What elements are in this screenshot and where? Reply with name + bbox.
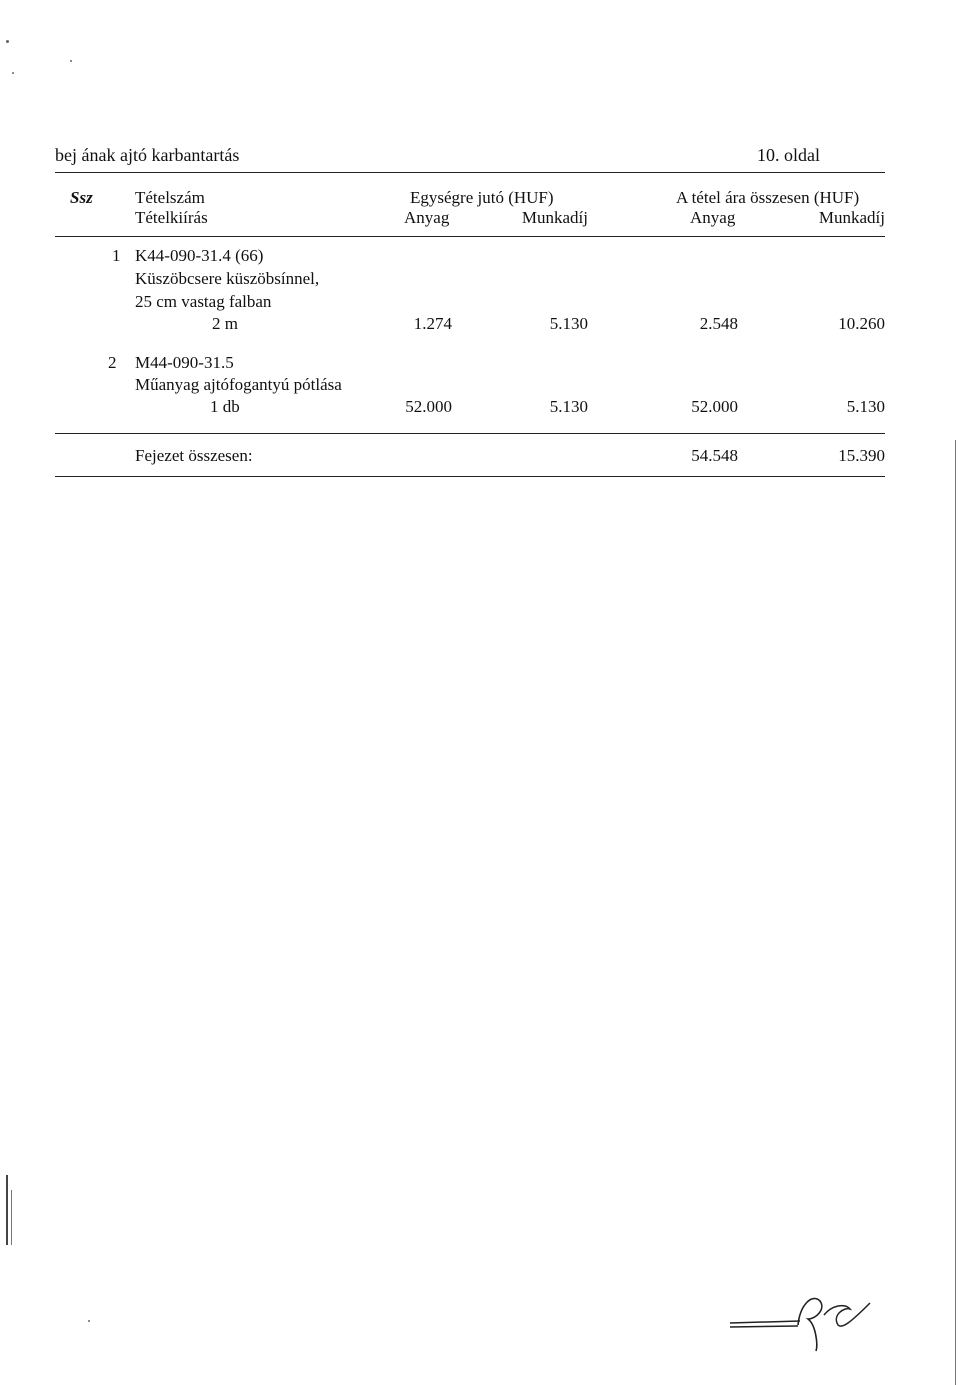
scan-speck <box>88 1320 90 1322</box>
col-total-munkadij: Munkadíj <box>818 208 885 227</box>
scan-speck <box>70 60 72 62</box>
item-description: Küszöbcsere küszöbsínnel, <box>135 269 320 288</box>
item-unit-anyag: 52.000 <box>405 397 452 416</box>
item-number: 2 <box>108 353 117 372</box>
summary-bottom-rule <box>55 476 885 477</box>
item-number: 1 <box>112 246 121 265</box>
item-quantity: 1 db <box>210 397 240 416</box>
item-unit-munkadij: 5.130 <box>549 314 588 333</box>
col-tetelkiiras: Tételkiírás <box>135 208 208 227</box>
item-unit-anyag: 1.274 <box>413 314 452 333</box>
item-total-munkadij: 10.260 <box>838 314 885 333</box>
col-tetelszam: Tételszám <box>135 188 205 207</box>
scan-edge-line <box>6 1175 8 1245</box>
item-description: Műanyag ajtófogantyú pótlása <box>135 375 342 394</box>
item-total-munkadij: 5.130 <box>846 397 885 416</box>
scan-edge-line <box>955 440 956 1385</box>
item-description: 25 cm vastag falban <box>135 292 272 311</box>
item-total-anyag: 52.000 <box>691 397 738 416</box>
col-total-price: A tétel ára összesen (HUF) <box>676 188 860 207</box>
document-title: bej ának ajtó karbantartás <box>55 145 240 165</box>
item-code: M44-090-31.5 <box>135 353 234 372</box>
col-unit-price: Egységre jutó (HUF) <box>410 188 554 207</box>
scan-edge-line <box>11 1190 12 1245</box>
col-unit-munkadij: Munkadíj <box>521 208 588 227</box>
item-quantity: 2 m <box>212 314 238 333</box>
col-total-anyag: Anyag <box>690 208 736 227</box>
signature-icon <box>720 1285 880 1365</box>
col-unit-anyag: Anyag <box>404 208 450 227</box>
page-number: 10. oldal <box>757 145 820 165</box>
scan-speck <box>12 72 14 74</box>
item-code: K44-090-31.4 (66) <box>135 246 264 265</box>
col-ssz: Ssz <box>70 188 93 207</box>
item-total-anyag: 2.548 <box>699 314 738 333</box>
summary-top-rule <box>55 433 885 434</box>
header-rule <box>55 172 885 173</box>
scan-speck <box>6 40 9 43</box>
summary-label: Fejezet összesen: <box>135 446 253 465</box>
summary-total-anyag: 54.548 <box>691 446 738 465</box>
summary-total-munkadij: 15.390 <box>838 446 885 465</box>
item-unit-munkadij: 5.130 <box>549 397 588 416</box>
column-header-rule <box>55 236 885 237</box>
